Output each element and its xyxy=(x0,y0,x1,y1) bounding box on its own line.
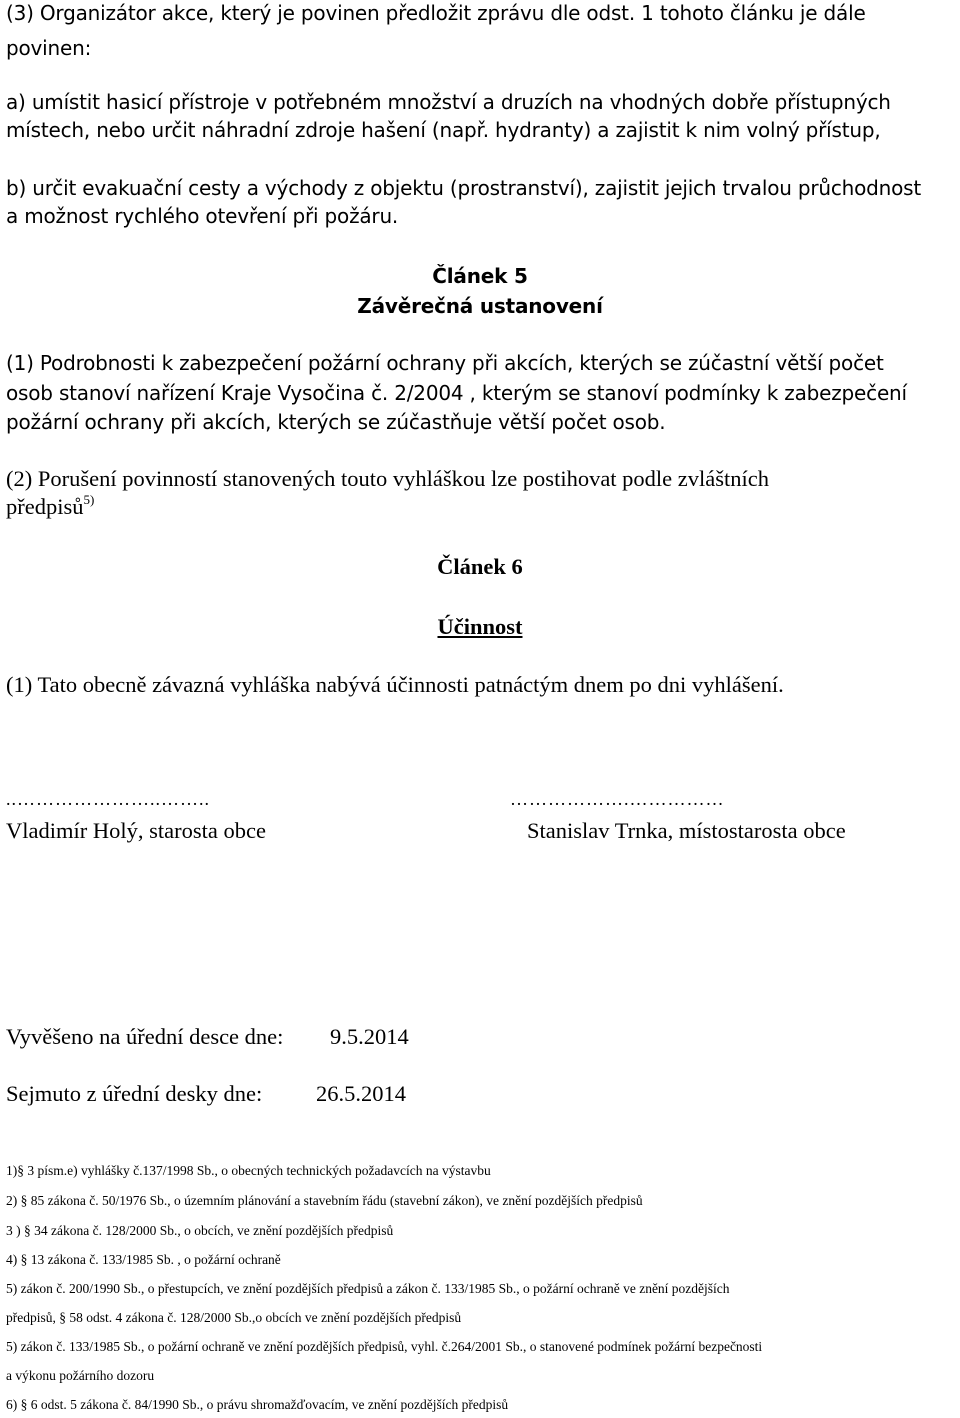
item-b-line-1: b) určit evakuační cesty a východy z objektu (prostranství), zajistit jejich trvalou průchodnost xyxy=(6,176,922,200)
footnote-1: 1)§ 3 písm.e) vyhlášky č.137/1998 Sb., o obecných technických požadavcích na výstavbu xyxy=(6,1163,491,1178)
footnote-5b-line-2: a výkonu požárního dozoru xyxy=(6,1368,155,1383)
footnote-5a-line-1: 5) zákon č. 200/1990 Sb., o přestupcích, ve znění pozdějších předpisů a zákon č. 133/1985 Sb., o požární ochraně ve znění pozdějších xyxy=(6,1281,730,1296)
article-5-para-1-line-3: požární ochrany při akcích, kterých se zúčastňuje větší počet osob. xyxy=(6,410,666,434)
item-a-line-2: místech, nebo určit náhradní zdroje hašení (např. hydranty) a zajistit k nim volný přístup, xyxy=(6,118,881,142)
signature-line-right: ……………….…………… xyxy=(510,789,725,809)
signature-line-left: ..…………………..…….. xyxy=(6,789,210,809)
article-5-para-1-line-2: osob stanoví nařízení Kraje Vysočina č. 2/2004 , kterým se stanoví podmínky k zabezpečení xyxy=(6,381,907,405)
article-5-para-2-text: předpisů xyxy=(6,494,84,519)
article-6-subtitle: Účinnost xyxy=(437,614,523,639)
signature-name-right: Stanislav Trnka, místostarosta obce xyxy=(527,818,846,843)
article-5-para-2-line-2 xyxy=(6,491,95,520)
article-6-para-1: (1) Tato obecně závazná vyhláška nabývá účinnosti patnáctým dnem po dni vyhlášení. xyxy=(6,672,784,697)
footnote-2: 2) § 85 zákona č. 50/1976 Sb., o územním plánování a stavebním řádu (stavební zákon), ve znění pozdějších předpisů xyxy=(6,1193,643,1208)
para-3-line-1: (3) Organizátor akce, který je povinen předložit zprávu dle odst. 1 tohoto článku je dále xyxy=(6,1,866,25)
removed-label: Sejmuto z úřední desky dne: xyxy=(6,1081,263,1106)
article-5-subtitle: Závěrečná ustanovení xyxy=(357,294,603,318)
signature-name-left: Vladimír Holý, starosta obce xyxy=(6,818,266,843)
para-3-line-2: povinen: xyxy=(6,36,92,60)
article-5-para-2-line-1: (2) Porušení povinností stanovených touto vyhláškou lze postihovat podle zvláštních xyxy=(6,466,770,491)
article-5-para-1-line-1: (1) Podrobnosti k zabezpečení požární ochrany při akcích, kterých se zúčastní větší počet xyxy=(6,351,884,375)
footnote-4: 4) § 13 zákona č. 133/1985 Sb. , o požární ochraně xyxy=(6,1252,281,1267)
item-a-line-1: a) umístit hasicí přístroje v potřebném množství a druzích na vhodných dobře přístupných xyxy=(6,90,891,114)
footnote-6: 6) § 6 odst. 5 zákona č. 84/1990 Sb., o právu shromažďovacím, ve znění pozdějších předpisů xyxy=(6,1397,509,1412)
footnote-3: 3 ) § 34 zákona č. 128/2000 Sb., o obcích, ve znění pozdějších předpisů xyxy=(6,1223,394,1238)
removed-date: 26.5.2014 xyxy=(316,1081,406,1106)
item-b-line-2: a možnost rychlého otevření při požáru. xyxy=(6,204,399,228)
article-5-title: Článek 5 xyxy=(432,264,528,288)
posted-date: 9.5.2014 xyxy=(330,1024,409,1049)
footnote-5b-line-1: 5) zákon č. 133/1985 Sb., o požární ochraně ve znění pozdějších předpisů, vyhl. č.264/2001 Sb., o stanovené podmínek požární bezpečnosti xyxy=(6,1339,763,1354)
article-6-title: Článek 6 xyxy=(437,554,523,579)
footnote-ref-5: 5) xyxy=(83,491,95,507)
footnote-5a-line-2: předpisů, § 58 odst. 4 zákona č. 128/2000 Sb.,o obcích ve znění pozdějších předpisů xyxy=(6,1310,462,1325)
posted-label: Vyvěšeno na úřední desce dne: xyxy=(6,1024,284,1049)
